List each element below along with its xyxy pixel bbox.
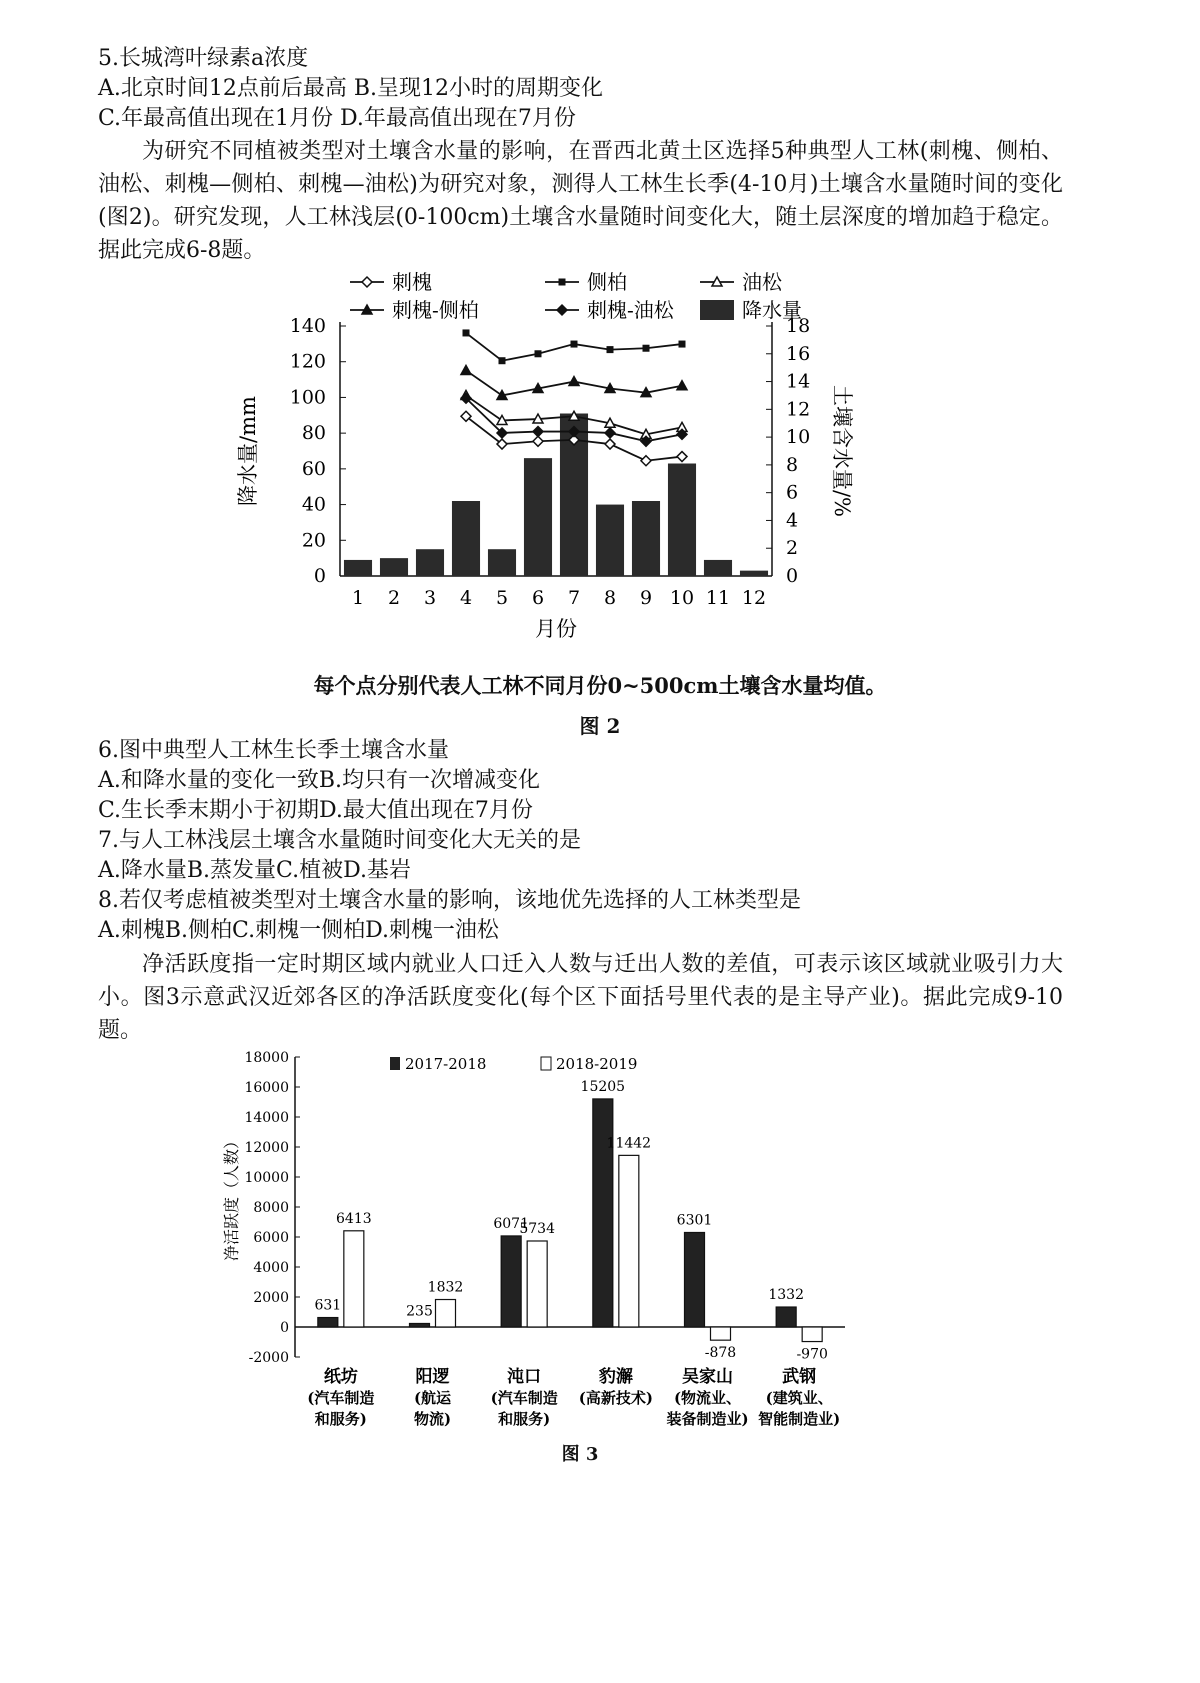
fig2-series-point bbox=[499, 357, 506, 364]
fig2-right-axis-label: 土壤含水量/% bbox=[830, 384, 854, 518]
fig2-legend-label: 刺槐-油松 bbox=[587, 298, 674, 322]
fig2-series-point bbox=[605, 439, 615, 449]
fig2-right-tick-label: 16 bbox=[786, 342, 811, 365]
fig2-right-tick-label: 6 bbox=[786, 481, 799, 504]
fig3-y-tick-label: 6000 bbox=[253, 1230, 289, 1246]
q8-stem: 8.若仅考虑植被类型对土壤含水量的影响，该地优先选择的人工林类型是 bbox=[98, 888, 801, 913]
fig2-left-tick-label: 20 bbox=[301, 529, 326, 552]
fig2-series-point bbox=[535, 350, 542, 357]
q6-options-cd: C.生长季末期小于初期D.最大值出现在7月份 bbox=[98, 798, 533, 823]
fig2-series-point bbox=[533, 436, 543, 446]
fig2-legend-label: 降水量 bbox=[742, 298, 802, 322]
fig2-precip-bar bbox=[524, 458, 552, 576]
fig3-y-tick-label: 10000 bbox=[244, 1170, 289, 1186]
fig2-right-tick-label: 12 bbox=[786, 398, 811, 421]
fig2-precip-bar bbox=[668, 464, 696, 577]
fig3-data-label: 1832 bbox=[427, 1279, 464, 1296]
fig3-data-label: 5734 bbox=[519, 1220, 555, 1237]
fig2-legend-label: 刺槐 bbox=[392, 270, 432, 294]
fig2-x-tick-label: 2 bbox=[387, 587, 401, 609]
fig2-precip-bar bbox=[596, 505, 624, 576]
fig3-category-industry: 和服务) bbox=[314, 1410, 367, 1428]
fig3-y-tick-label: 14000 bbox=[244, 1110, 289, 1126]
fig3-category-industry: (汽车制造 bbox=[490, 1389, 558, 1407]
fig3-bar bbox=[527, 1241, 547, 1327]
fig2-precip-bar bbox=[704, 560, 732, 576]
fig2-x-tick-label: 1 bbox=[351, 587, 365, 609]
fig3-legend-label: 2018-2019 bbox=[556, 1055, 638, 1073]
fig3-data-label: 15205 bbox=[580, 1078, 626, 1095]
fig2-series-point bbox=[677, 381, 687, 390]
fig3-category-name: 豹澥 bbox=[598, 1367, 633, 1387]
fig3-category-industry: (航运 bbox=[413, 1389, 452, 1407]
fig2-left-tick-label: 60 bbox=[301, 457, 326, 480]
fig2-right-tick-label: 18 bbox=[786, 315, 811, 337]
fig3-y-axis-label: 净活跃度（人数） bbox=[222, 1132, 241, 1262]
fig2-series-point bbox=[463, 329, 470, 336]
fig2-left-tick-label: 140 bbox=[289, 315, 326, 337]
figure-2-chart bbox=[230, 262, 970, 662]
fig3-data-label: 631 bbox=[314, 1297, 342, 1314]
fig3-data-label: 6071 bbox=[493, 1215, 529, 1232]
fig3-category-name: 阳逻 bbox=[415, 1367, 450, 1387]
fig3-legend-label: 2017-2018 bbox=[405, 1055, 487, 1073]
fig2-precip-bar bbox=[416, 549, 444, 576]
fig3-category-name: 纸坊 bbox=[323, 1367, 358, 1387]
fig3-category-industry: (汽车制造 bbox=[307, 1389, 375, 1407]
fig2-x-tick-label: 6 bbox=[531, 587, 545, 609]
fig3-y-tick-label: -2000 bbox=[248, 1350, 289, 1366]
fig2-x-tick-label: 11 bbox=[705, 587, 731, 609]
q7-options: A.降水量B.蒸发量C.植被D.基岩 bbox=[98, 858, 411, 883]
fig2-x-axis-label: 月份 bbox=[535, 617, 577, 641]
fig3-bar bbox=[344, 1231, 364, 1327]
fig2-legend-marker bbox=[362, 277, 372, 287]
fig2-legend-label: 刺槐-侧柏 bbox=[392, 298, 479, 322]
fig3-bar bbox=[436, 1300, 456, 1327]
passage-6-8: 为研究不同植被类型对土壤含水量的影响，在晋西北黄土区选择5种典型人工林(刺槐、侧柏、油松、刺槐—侧柏、刺槐—油松)为研究对象，测得人工林生长季(4-10月)土壤含水量随时间的变化(图2)。研究发现，人工林浅层(0-100cm)土壤含水量随时间变化大，随土层深度的增加趋于稳定。据此完成6-8题。 bbox=[98, 139, 1063, 263]
fig2-series-point bbox=[641, 456, 651, 466]
fig2-legend-marker bbox=[557, 305, 567, 315]
fig2-precip-bar bbox=[740, 571, 768, 576]
fig3-data-label: 6413 bbox=[336, 1210, 372, 1227]
fig2-right-tick-label: 2 bbox=[786, 537, 799, 560]
fig3-y-tick-label: 0 bbox=[280, 1320, 289, 1336]
fig2-series-point bbox=[571, 341, 578, 348]
fig2-left-tick-label: 0 bbox=[313, 565, 326, 587]
fig3-category-industry: (建筑业、 bbox=[765, 1389, 833, 1407]
fig3-category-name: 吴家山 bbox=[682, 1367, 733, 1387]
fig2-precip-bar bbox=[452, 501, 480, 576]
q6-options-ab: A.和降水量的变化一致B.均只有一次增减变化 bbox=[98, 768, 541, 793]
fig3-bar bbox=[711, 1327, 731, 1340]
fig3-y-tick-label: 12000 bbox=[244, 1140, 289, 1156]
fig3-data-label: 1332 bbox=[768, 1287, 804, 1304]
fig3-data-label: 6301 bbox=[676, 1212, 713, 1229]
fig3-legend-swatch-2018 bbox=[541, 1057, 551, 1070]
fig2-x-tick-label: 9 bbox=[639, 587, 653, 609]
figure-2-note: 每个点分别代表人工林不同月份0~500cm土壤含水量均值。 bbox=[313, 673, 887, 698]
fig3-data-label: -970 bbox=[796, 1346, 828, 1363]
fig3-category-industry: 和服务) bbox=[498, 1410, 551, 1428]
fig2-legend-label: 侧柏 bbox=[587, 270, 627, 294]
fig2-series-point bbox=[677, 452, 687, 462]
fig2-precip-bar bbox=[632, 501, 660, 576]
fig2-precip-bar bbox=[344, 560, 372, 576]
fig2-x-tick-label: 4 bbox=[459, 587, 473, 609]
fig3-category-industry: (高新技术) bbox=[578, 1389, 653, 1407]
fig3-y-tick-label: 18000 bbox=[244, 1050, 289, 1066]
q8-options: A.刺槐B.侧柏C.刺槐一侧柏D.刺槐一油松 bbox=[98, 918, 499, 943]
fig3-bar bbox=[685, 1232, 705, 1327]
q5-options-ab: A.北京时间12点前后最高 B.呈现12小时的周期变化 bbox=[98, 76, 604, 101]
fig3-bar bbox=[501, 1236, 521, 1327]
fig3-bar bbox=[619, 1155, 639, 1327]
fig3-legend-swatch-2017 bbox=[390, 1057, 400, 1070]
fig2-precip-bar bbox=[380, 558, 408, 576]
fig3-category-industry: 智能制造业) bbox=[758, 1410, 841, 1428]
fig2-series-point bbox=[605, 428, 615, 438]
fig3-y-tick-label: 8000 bbox=[253, 1200, 289, 1216]
figure-3-caption: 图 3 bbox=[561, 1444, 599, 1465]
fig3-bar bbox=[776, 1307, 796, 1327]
fig2-series-point bbox=[533, 427, 543, 437]
fig3-bar bbox=[593, 1099, 613, 1327]
fig3-data-label: 235 bbox=[406, 1303, 433, 1320]
fig3-category-name: 沌口 bbox=[507, 1367, 542, 1387]
fig3-category-industry: (物流业、 bbox=[673, 1389, 742, 1407]
fig2-series-point bbox=[607, 346, 614, 353]
fig2-left-tick-label: 40 bbox=[301, 493, 326, 516]
q5-stem: 5.长城湾叶绿素a浓度 bbox=[98, 46, 309, 71]
fig2-x-tick-label: 5 bbox=[495, 587, 509, 609]
fig3-bar bbox=[318, 1318, 338, 1327]
fig3-category-name: 武钢 bbox=[782, 1367, 817, 1387]
fig2-right-tick-label: 4 bbox=[786, 509, 799, 532]
fig2-right-tick-label: 14 bbox=[786, 370, 811, 393]
fig3-data-label: 11442 bbox=[606, 1135, 652, 1152]
fig2-series-point bbox=[643, 345, 650, 352]
figure-2-caption: 图 2 bbox=[579, 714, 621, 738]
fig2-series-point bbox=[569, 377, 579, 386]
fig2-x-tick-label: 3 bbox=[423, 587, 437, 609]
fig2-x-tick-label: 8 bbox=[603, 587, 617, 609]
fig2-right-tick-label: 0 bbox=[786, 565, 799, 587]
fig2-precip-bar bbox=[488, 549, 516, 576]
q6-stem: 6.图中典型人工林生长季土壤含水量 bbox=[98, 738, 449, 763]
fig2-legend-label: 油松 bbox=[742, 270, 782, 294]
figure-3-chart bbox=[215, 1045, 895, 1445]
fig3-y-tick-label: 2000 bbox=[253, 1290, 289, 1306]
fig2-x-tick-label: 7 bbox=[567, 587, 581, 609]
fig2-left-tick-label: 100 bbox=[289, 386, 326, 409]
fig3-category-industry: 装备制造业) bbox=[666, 1410, 749, 1428]
fig3-y-tick-label: 4000 bbox=[253, 1260, 289, 1276]
fig2-series-point bbox=[679, 341, 686, 348]
fig3-bar bbox=[410, 1323, 430, 1327]
fig2-right-tick-label: 8 bbox=[786, 453, 799, 476]
fig2-x-tick-label: 10 bbox=[669, 587, 695, 609]
fig2-left-tick-label: 120 bbox=[289, 350, 326, 373]
fig3-bar bbox=[802, 1327, 822, 1342]
fig3-data-label: -878 bbox=[704, 1345, 737, 1362]
fig3-y-tick-label: 16000 bbox=[244, 1080, 289, 1096]
fig2-legend-marker bbox=[559, 279, 566, 286]
fig2-right-tick-label: 10 bbox=[786, 426, 811, 449]
q7-stem: 7.与人工林浅层土壤含水量随时间变化大无关的是 bbox=[98, 828, 581, 853]
fig2-x-tick-label: 12 bbox=[741, 587, 767, 609]
fig2-left-axis-label: 降水量/mm bbox=[236, 396, 260, 506]
fig3-category-industry: 物流) bbox=[413, 1410, 452, 1428]
fig2-series-point bbox=[461, 365, 471, 374]
q5-options-cd: C.年最高值出现在1月份 D.年最高值出现在7月份 bbox=[98, 106, 576, 131]
fig2-legend-precip-swatch bbox=[700, 300, 734, 320]
fig2-left-tick-label: 80 bbox=[301, 422, 326, 445]
passage-9-10: 净活跃度指一定时期区域内就业人口迁入人数与迁出人数的差值，可表示该区域就业吸引力大小。图3示意武汉近郊各区的净活跃度变化(每个区下面括号里代表的是主导产业)。据此完成9-10题。 bbox=[98, 952, 1063, 1043]
